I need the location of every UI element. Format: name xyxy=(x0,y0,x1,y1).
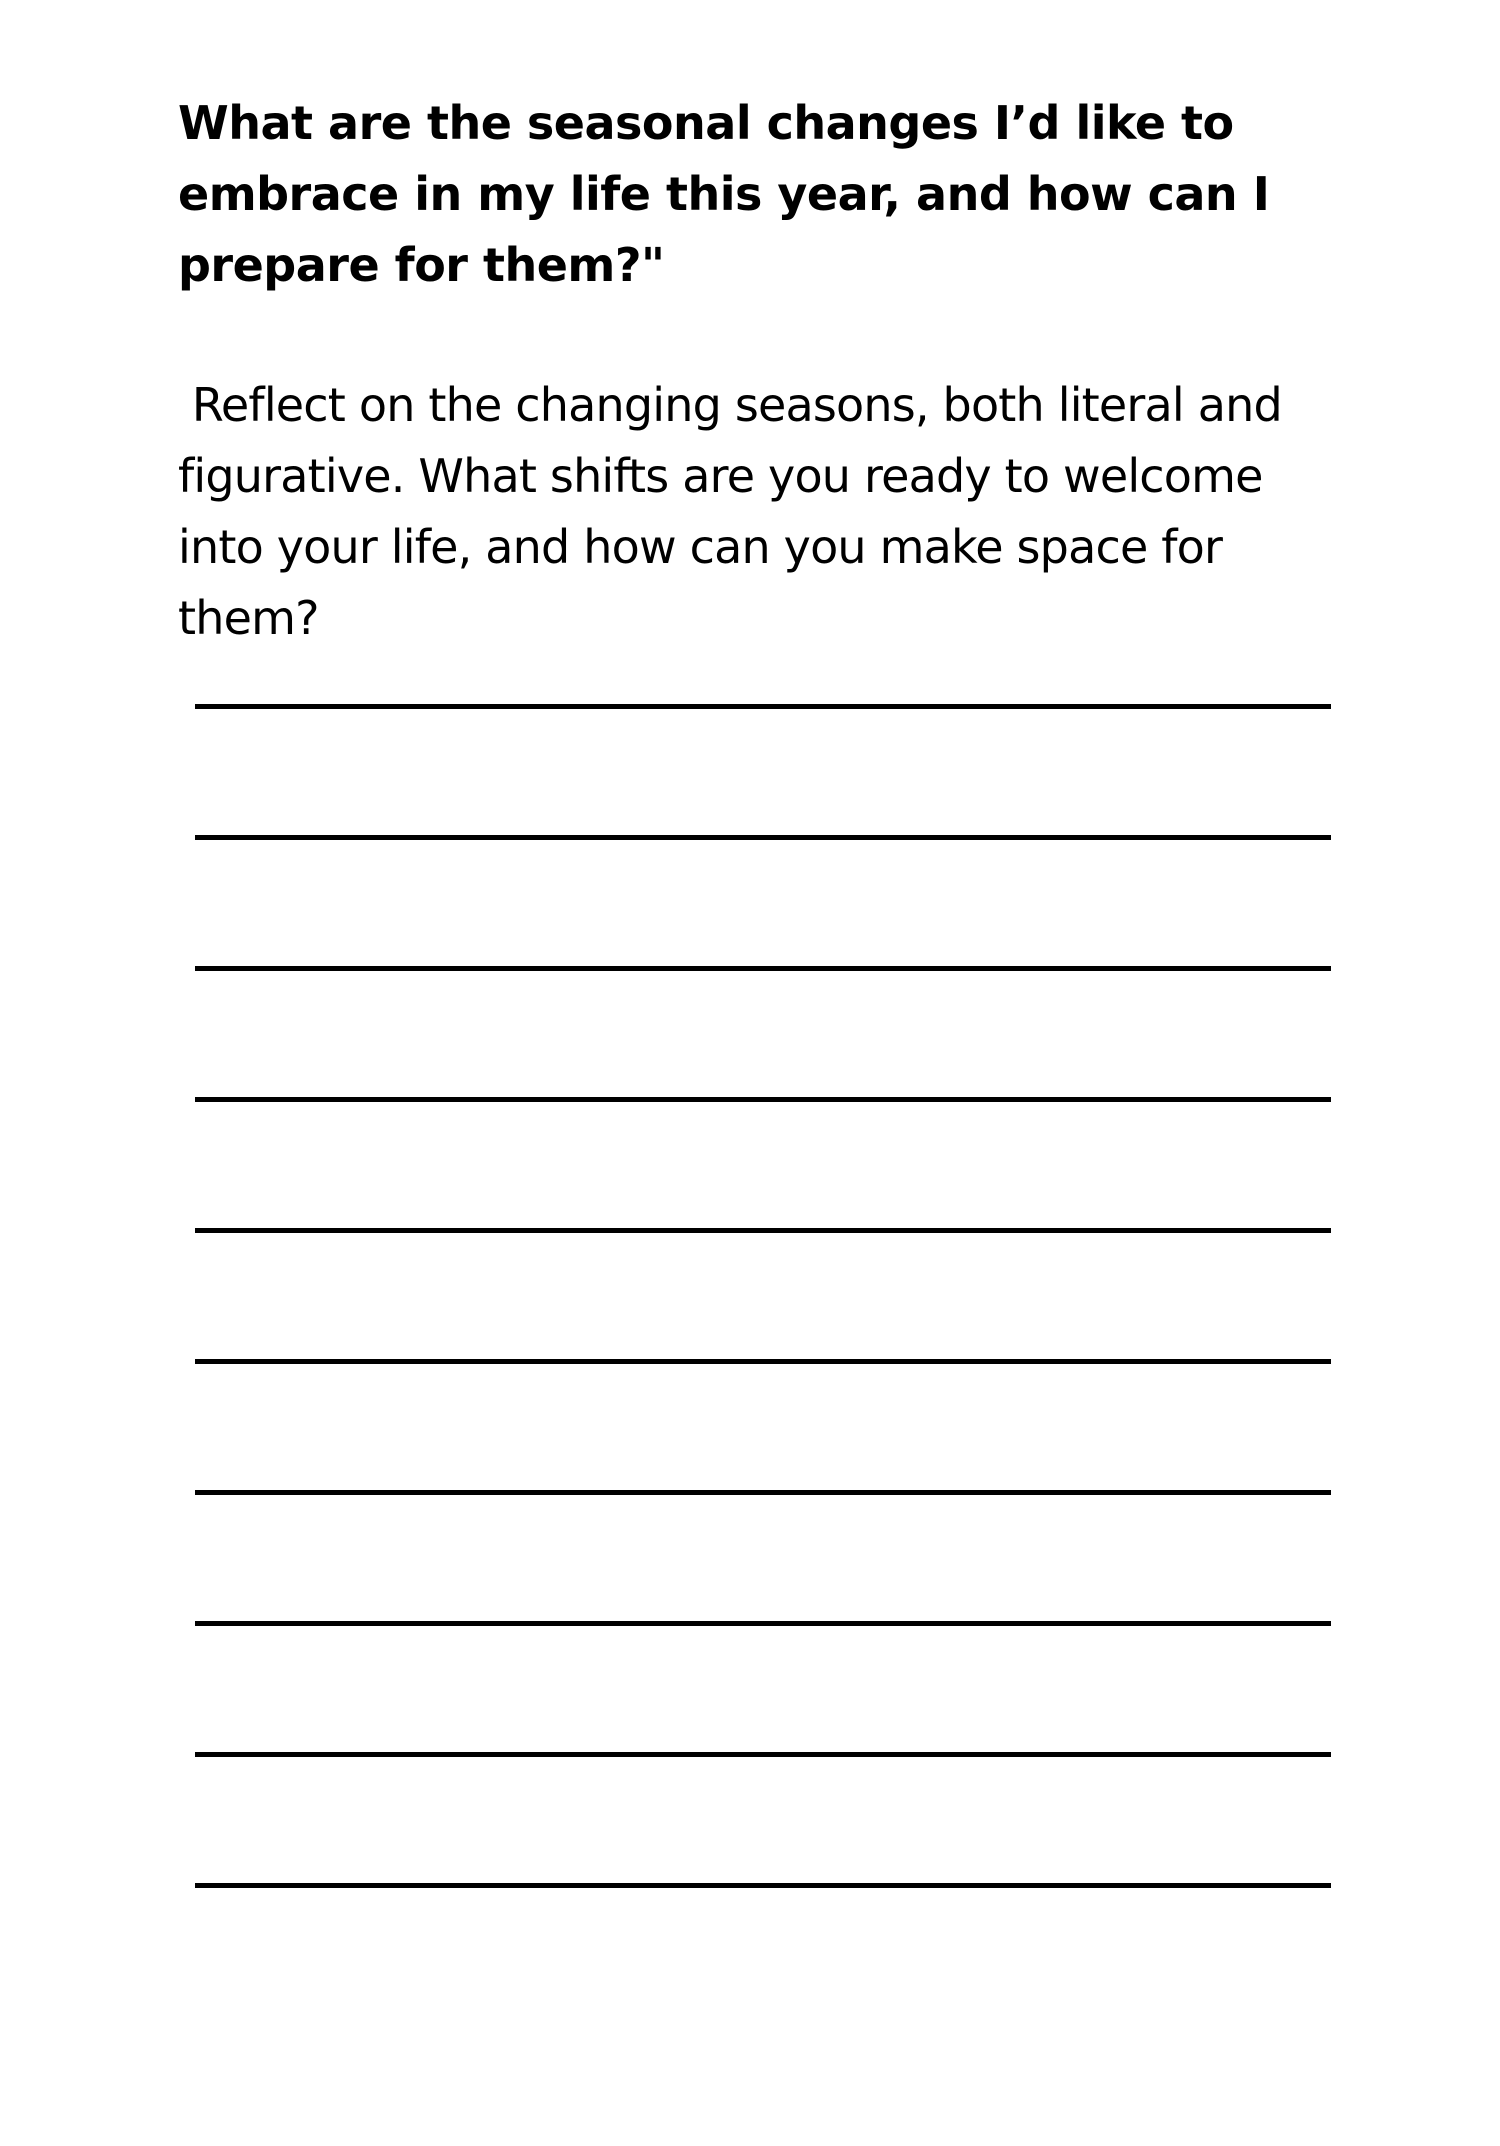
writing-line[interactable] xyxy=(195,1490,1331,1495)
writing-lines xyxy=(195,0,1331,2146)
reflection-prompt: Reflect on the changing seasons, both literal and figurative. What shifts are you ready to welcome into your life, and how can you make space for them? xyxy=(178,378,1296,645)
writing-line[interactable] xyxy=(195,1883,1331,1888)
writing-line[interactable] xyxy=(195,1621,1331,1626)
writing-line[interactable] xyxy=(195,835,1331,840)
writing-line[interactable] xyxy=(195,1752,1331,1757)
writing-line[interactable] xyxy=(195,1097,1331,1102)
question-heading: What are the seasonal changes I’d like to embrace in my life this year, and how can I prepare for them?" xyxy=(178,96,1270,292)
writing-line[interactable] xyxy=(195,704,1331,709)
writing-line[interactable] xyxy=(195,1359,1331,1364)
writing-line[interactable] xyxy=(195,1228,1331,1233)
writing-line[interactable] xyxy=(195,966,1331,971)
